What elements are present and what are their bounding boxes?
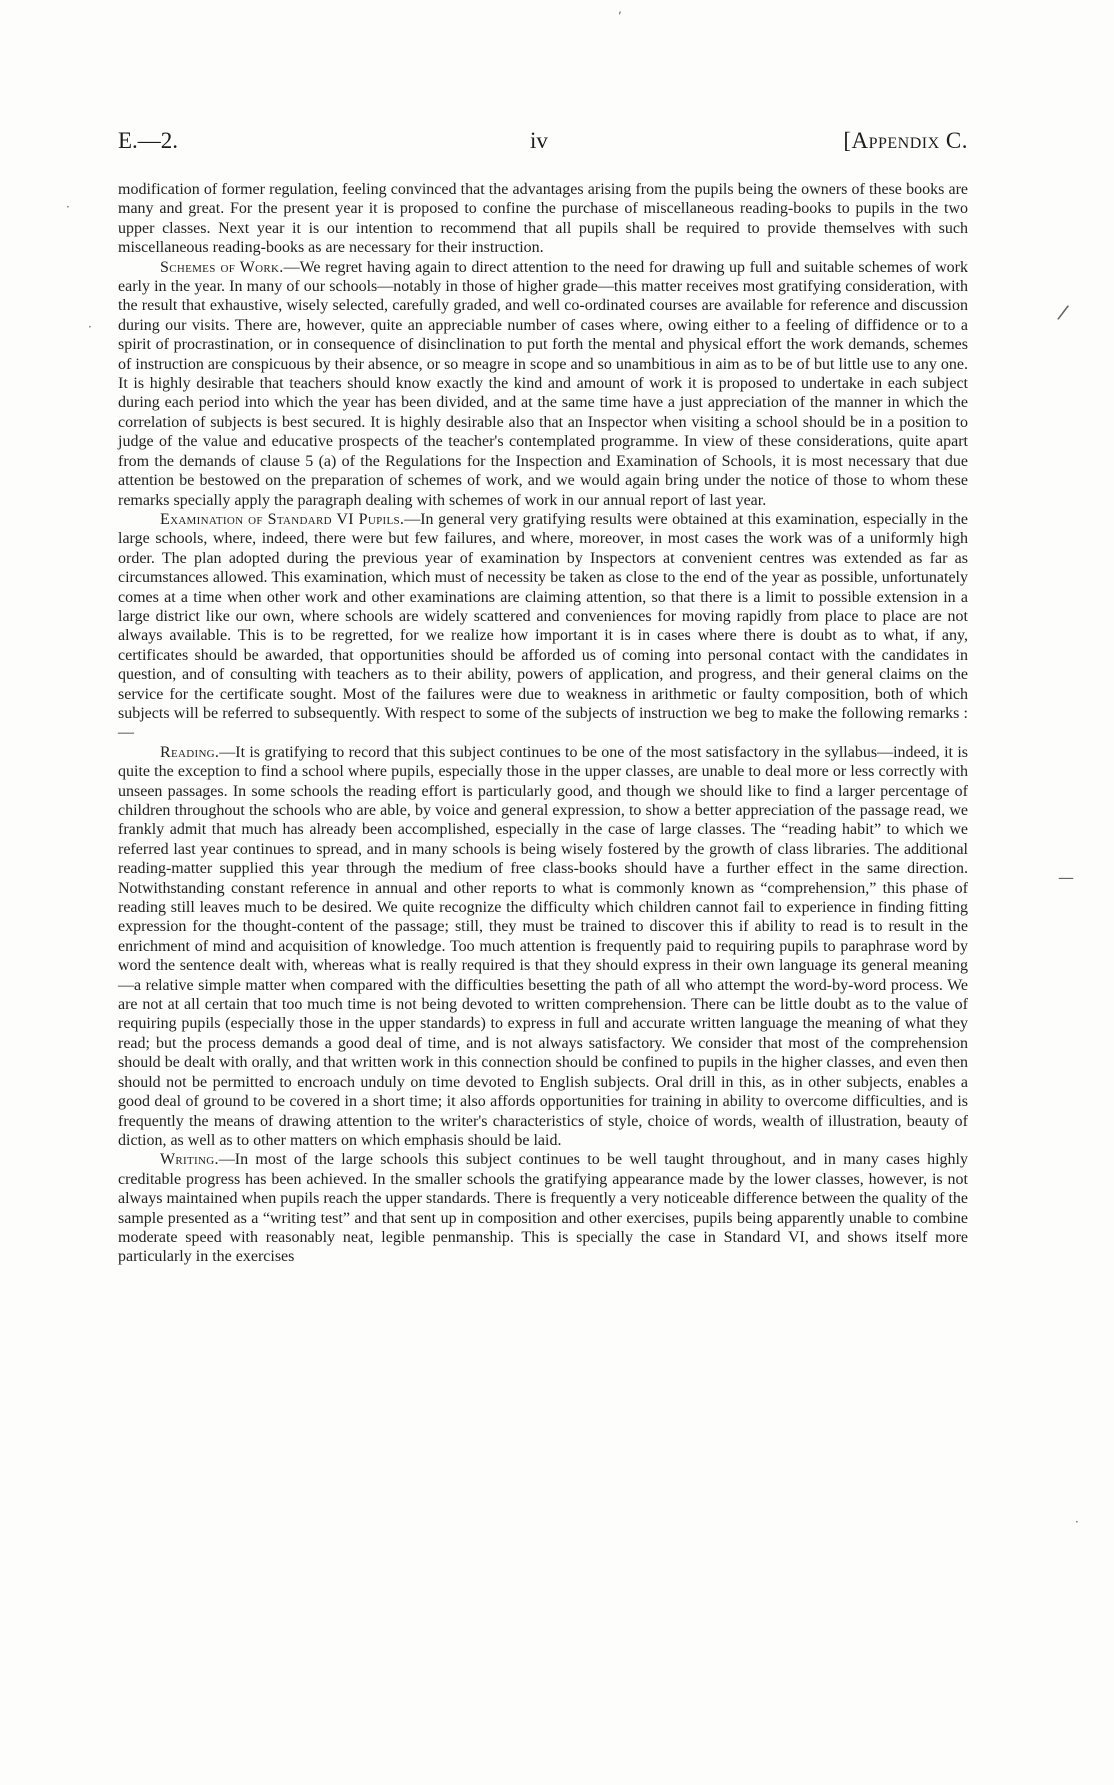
paragraph-intro bbox=[118, 180, 968, 258]
paragraph-text: —In general very gratifying results were obtained at this examination, especially in the large schools, where, indeed, there were but few failures, and where, moreover, in most cases the work was of a uniformly high order. The plan adopted during the previous year of examination by Inspectors at convenient centres was extended as far as circumstances allowed. This examination, which must of necessity be taken as close to the end of the year as possible, unfortunately comes at a time when other work and other examinations are claiming attention, so that there is a limit to possible extension in a large district like our own, where schools are widely scattered and conveniences for moving rapidly from place to place are not always available. This is to be regretted, for we realize how important it is in cases where there is doubt as to what, if any, certificates should be awarded, that opportunities should be afforded us of coming into personal contact with the candidates in question, and of consulting with teachers as to their ability, powers of application, and progress, and their general claims on the service for the certificate sought. Most of the failures were due to weakness in arithmetic or faulty composition, both of which subjects will be referred to subsequently. With respect to some of the subjects of instruction we beg to make the following remarks :— bbox=[118, 510, 968, 742]
scan-mark: · bbox=[88, 320, 92, 334]
paragraph-schemes-of-work bbox=[118, 258, 968, 510]
paragraph-writing bbox=[118, 1150, 968, 1266]
scan-mark: · bbox=[66, 200, 70, 214]
paragraph-reading bbox=[118, 743, 968, 1151]
scan-mark: · bbox=[1075, 1515, 1079, 1529]
paragraph-text: modification of former regulation, feeling convinced that the advantages arising from the pupils being the owners of these books are many and great. For the present year it is proposed to confine the purchase of miscellaneous reading-books to pupils in the two upper classes. Next year it is our intention to recommend that all pupils shall be required to provide themselves with such miscellaneous reading-books as are necessary for their instruction. bbox=[118, 181, 968, 257]
header-page-number: iv bbox=[530, 128, 548, 153]
page-header bbox=[118, 128, 968, 156]
scan-mark: — bbox=[1058, 868, 1074, 887]
body-text bbox=[118, 180, 968, 1267]
paragraph-heading: Writing. bbox=[160, 1151, 219, 1169]
paragraph-examination-standard-vi bbox=[118, 510, 968, 743]
scan-mark: / bbox=[1056, 299, 1071, 325]
paragraph-heading: Reading. bbox=[160, 743, 220, 761]
paragraph-heading: Examination of Standard VI Pupils. bbox=[160, 510, 405, 528]
paragraph-text: —We regret having again to direct attention to the need for drawing up full and suitable schemes of work early in the year. In many of our schools—notably in those of higher grade—this matter receives most gratifying consideration, with the result that exhaustive, wisely selected, carefully graded, and well co-ordinated courses are available for reference and discussion during our visits. There are, however, quite an appreciable number of cases where, owing either to a feeling of diffidence or to a spirit of procrastination, or in consequence of disinclination to put forth the mental and physical effort the work demands, schemes of instruction are conspicuous by their absence, or so meagre in scope and so unambitious in aim as to be of but little use to any one. It is highly desirable that teachers should know exactly the kind and amount of work it is proposed to undertake in each subject during each period into which the year has been divided, and at the same time have a just appreciation of the manner in which the correlation of subjects is best secured. It is highly desirable also that an Inspector when visiting a school should be in a position to judge of the value and educative prospects of the teacher's contemplated programme. In view of these considerations, quite apart from the demands of clause 5 (a) of the Regulations for the Inspection and Examination of Schools, it is most necessary that due attention be bestowed on the preparation of schemes of work, and we would again bring under the notice of those to whom these remarks specially apply the paragraph dealing with schemes of work in our annual report of last year. bbox=[118, 258, 968, 509]
header-report-code: E.—2. bbox=[118, 128, 179, 153]
header-appendix-label: [Appendix C. bbox=[843, 128, 968, 153]
paragraph-text: —It is gratifying to record that this subject continues to be one of the most satisfactory in the syllabus—indeed, it is quite the exception to find a school where pupils, especially those in the upper classes, are unable to deal more or less correctly with unseen passages. In some schools the reading effort is particularly good, and though we should like to find a larger percentage of children throughout the schools who are able, by voice and general expression, to show a better appreciation of the passage read, we frankly admit that much has already been accomplished, especially in the case of large classes. The “reading habit” to which we referred last year continues to spread, and in many schools is being wisely fostered by the growth of class libraries. The additional reading-matter supplied this year through the medium of free class-books should have a further effect in the same direction. Notwithstanding constant reference in annual and other reports to what is commonly known as “comprehension,” this phase of reading still leaves much to be desired. We quite recognize the difficulty which children cannot fail to experience in finding fitting expression for the thought-content of the passage; still, they must be trained to discover this if ability to read is to result in the enrichment of mind and acquisition of knowledge. Too much attention is frequently paid to requiring pupils to paraphrase word by word the sentence dealt with, whereas what is really required is that they should express in their own language its general meaning—a relative simple matter when compared with the difficulties besetting the path of all who attempt the word-by-word process. We are not at all certain that too much time is not being devoted to written comprehension. There can be little doubt as to the value of requiring pupils (especially those in the upper standards) to express in full and accurate written language the meaning of what they read; but the process demands a good deal of time, and is not always satisfactory. We consider that most of the comprehension should be dealt with orally, and that written work in this connection should be confined to pupils in the higher classes, and even then should not be permitted to encroach unduly on time devoted to English subjects. Oral drill in this, as in other subjects, enables a good deal of ground to be covered in a short time; it also affords opportunities for training in ability to overcome difficulties, and is frequently the means of drawing attention to the writer's characteristics of style, choice of words, wealth of illustration, beauty of diction, as well as to other matters on which emphasis should be laid. bbox=[118, 743, 968, 1149]
paragraph-heading: Schemes of Work. bbox=[160, 258, 284, 276]
paragraph-text: —In most of the large schools this subject continues to be well taught throughout, and in many cases highly creditable progress has been achieved. In the smaller schools the gratifying appearance made by the lower classes, however, is not always maintained when pupils reach the upper standards. There is frequently a very noticeable difference between the quality of the sample presented as a “writing test” and that sent up in composition and other exercises, pupils being apparently unable to combine moderate speed with reasonably neat, legible penmanship. This is specially the case in Standard VI, and shows itself more particularly in the exercises bbox=[118, 1151, 968, 1266]
scan-mark: , bbox=[618, 2, 622, 16]
